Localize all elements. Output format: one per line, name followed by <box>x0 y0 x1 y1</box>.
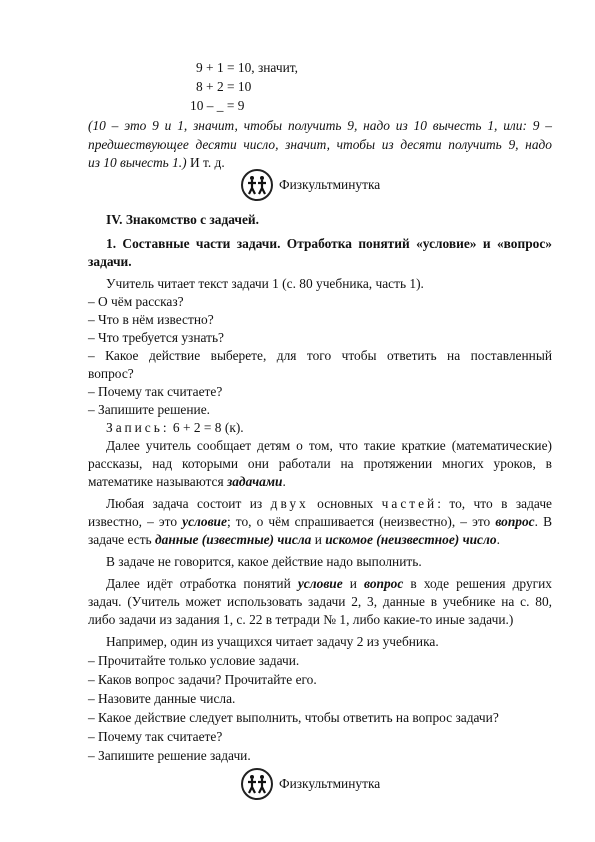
math-line-2: 8 + 2 = 10 <box>196 79 252 94</box>
record-expression: 6 + 2 = 8 (к). <box>169 420 244 435</box>
term-dannye-chisla: данные (известные) числа <box>155 532 312 547</box>
exercise-figures-icon <box>241 768 273 800</box>
dialog2-question-4: – Какое действие следует выполнить, чтобы ответить на вопрос задачи? <box>88 710 499 725</box>
term-zadachami: задачами <box>227 474 283 489</box>
para4-line-3: либо задачи из задания 1, с. 22 в тетради № 1, либо какие-то иные задачи.) <box>88 612 514 627</box>
dialog1-intro: Учитель читает текст задачи 1 (с. 80 учебника, часть 1). <box>106 276 424 291</box>
math-line-3: 10 – _ = 9 <box>190 98 245 113</box>
para2-line-3: задаче есть данные (известные) числа и искомое (неизвестное) число. <box>88 532 500 547</box>
dialog2-question-5: – Почему так считаете? <box>88 729 223 744</box>
subsection-heading-line-1: 1. Составные части задачи. Отработка понятий «условие» и «вопрос» <box>106 236 552 251</box>
exercise-break-divider-2 <box>241 768 380 800</box>
para4-line-1: Далее идёт отработка понятий условие и вопрос в ходе решения других <box>106 576 553 591</box>
dialog2-question-1: – Прочитайте только условие задачи. <box>88 653 300 668</box>
term-iskomoe-chislo: искомое (неизвестное) число <box>325 532 497 547</box>
dialog1-question-4b: вопрос? <box>88 366 134 381</box>
dialog2-question-6: – Запишите решение задачи. <box>88 748 251 763</box>
para1-line-2: рассказы, над которыми они работали на протяжении многих уроков, в <box>88 456 552 471</box>
para4-line-2: задач. (Учитель может использовать задачи 2, 3, данные в учебнике на с. 80, <box>88 594 552 609</box>
para2-line-1: Любая задача состоит из двух основных частей: то, что в задаче <box>106 496 552 511</box>
explanation-line-3: из 10 вычесть 1.) И т. д. <box>88 155 225 170</box>
exercise-break-divider <box>241 169 380 201</box>
para1-line-1: Далее учитель сообщает детям о том, что такие краткие (математические) <box>106 438 552 453</box>
dialog2-question-3: – Назовите данные числа. <box>88 691 236 706</box>
dialog1-question-4a: – Какое действие выберете, для того чтобы ответить на поставленный <box>88 348 552 363</box>
dialog1-question-2: – Что в нём известно? <box>88 312 214 327</box>
dialog1-question-3: – Что требуется узнать? <box>88 330 224 345</box>
record-line <box>106 420 244 436</box>
para2-line-2: известно, – это условие; то, о чём спрашивается (неизвестно), – это вопрос. В <box>88 514 552 529</box>
subsection-heading-line-2: задачи. <box>88 254 132 269</box>
exercise-break-label: Физкультминутка <box>279 177 381 192</box>
term-uslovie: условие <box>182 514 227 529</box>
term-vopros: вопрос <box>495 514 535 529</box>
explanation-line-2: предшествующее десяти число, значит, чтобы из десяти получить 9, надо <box>88 137 552 152</box>
para1-line-3: математике называются задачами. <box>88 474 286 489</box>
math-line-1: 9 + 1 = 10, значит, <box>196 60 298 75</box>
record-label: Запись: <box>106 420 170 435</box>
explanation-line-1: (10 – это 9 и 1, значит, чтобы получить 9, надо из 10 вычесть 1, или: 9 – <box>88 118 552 133</box>
dialog2-question-2: – Каков вопрос задачи? Прочитайте его. <box>88 672 317 687</box>
dialog1-question-5: – Почему так считаете? <box>88 384 223 399</box>
dialog1-question-6: – Запишите решение. <box>88 402 210 417</box>
dialog2-intro: Например, один из учащихся читает задачу 2 из учебника. <box>106 634 439 649</box>
exercise-break-label: Физкультминутка <box>279 776 381 791</box>
dialog1-question-1: – О чём рассказ? <box>88 294 184 309</box>
exercise-figures-icon <box>241 169 273 201</box>
para3: В задаче не говорится, какое действие надо выполнить. <box>106 554 422 569</box>
section-heading: IV. Знакомство с задачей. <box>106 212 259 227</box>
